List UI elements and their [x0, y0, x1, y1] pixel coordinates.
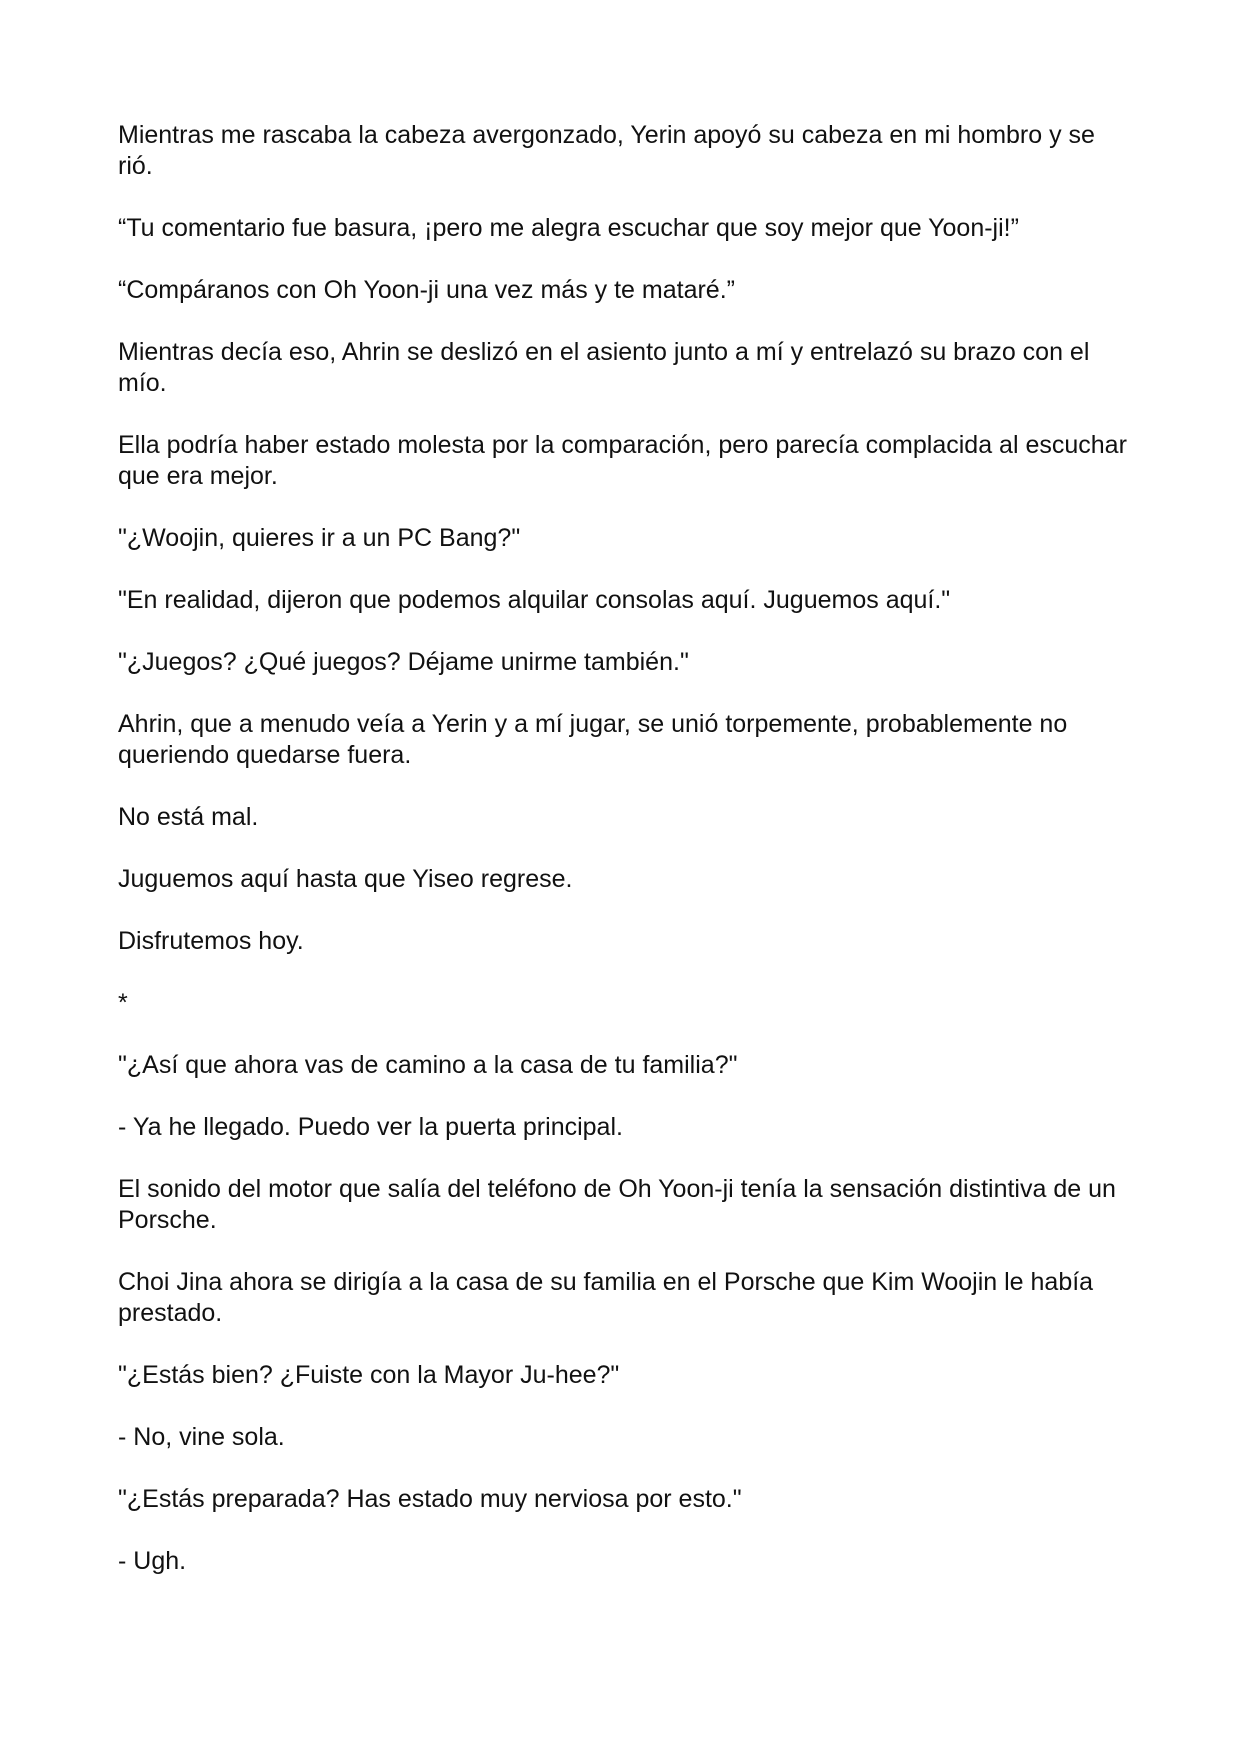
document-body: [118, 120, 1128, 1608]
paragraph: - Ya he llegado. Puedo ver la puerta principal.: [118, 1113, 623, 1141]
paragraph: - No, vine sola.: [118, 1423, 285, 1451]
paragraph: Mientras me rascaba la cabeza avergonzado, Yerin apoyó su cabeza en mi hombro y se rió.: [118, 121, 1095, 180]
paragraph: - Ugh.: [118, 1547, 187, 1575]
paragraph: Ella podría haber estado molesta por la comparación, pero parecía complacida al escuchar que era mejor.: [118, 431, 1127, 490]
paragraph: "¿Woojin, quieres ir a un PC Bang?": [118, 524, 521, 552]
paragraph: "¿Así que ahora vas de camino a la casa de tu familia?": [118, 1051, 738, 1079]
paragraph: "En realidad, dijeron que podemos alquilar consolas aquí. Juguemos aquí.": [118, 586, 951, 614]
paragraph: Choi Jina ahora se dirigía a la casa de su familia en el Porsche que Kim Woojin le había prestado.: [118, 1268, 1094, 1327]
paragraph: Mientras decía eso, Ahrin se deslizó en el asiento junto a mí y entrelazó su brazo con el mío.: [118, 338, 1090, 397]
section-break: *: [118, 989, 128, 1017]
paragraph: "¿Estás bien? ¿Fuiste con la Mayor Ju-hee?": [118, 1361, 620, 1389]
paragraph: “Tu comentario fue basura, ¡pero me alegra escuchar que soy mejor que Yoon-ji!”: [118, 214, 1019, 242]
paragraph: Ahrin, que a menudo veía a Yerin y a mí jugar, se unió torpemente, probablemente no queriendo quedarse fuera.: [118, 710, 1068, 769]
paragraph: Juguemos aquí hasta que Yiseo regrese.: [118, 865, 573, 893]
paragraph: "¿Estás preparada? Has estado muy nerviosa por esto.": [118, 1485, 742, 1513]
paragraph: “Compáranos con Oh Yoon-ji una vez más y te mataré.”: [118, 276, 735, 304]
paragraph: "¿Juegos? ¿Qué juegos? Déjame unirme también.": [118, 648, 689, 676]
paragraph: No está mal.: [118, 803, 259, 831]
paragraph: Disfrutemos hoy.: [118, 927, 304, 955]
paragraph: El sonido del motor que salía del teléfono de Oh Yoon-ji tenía la sensación distintiva de un Porsche.: [118, 1175, 1116, 1234]
